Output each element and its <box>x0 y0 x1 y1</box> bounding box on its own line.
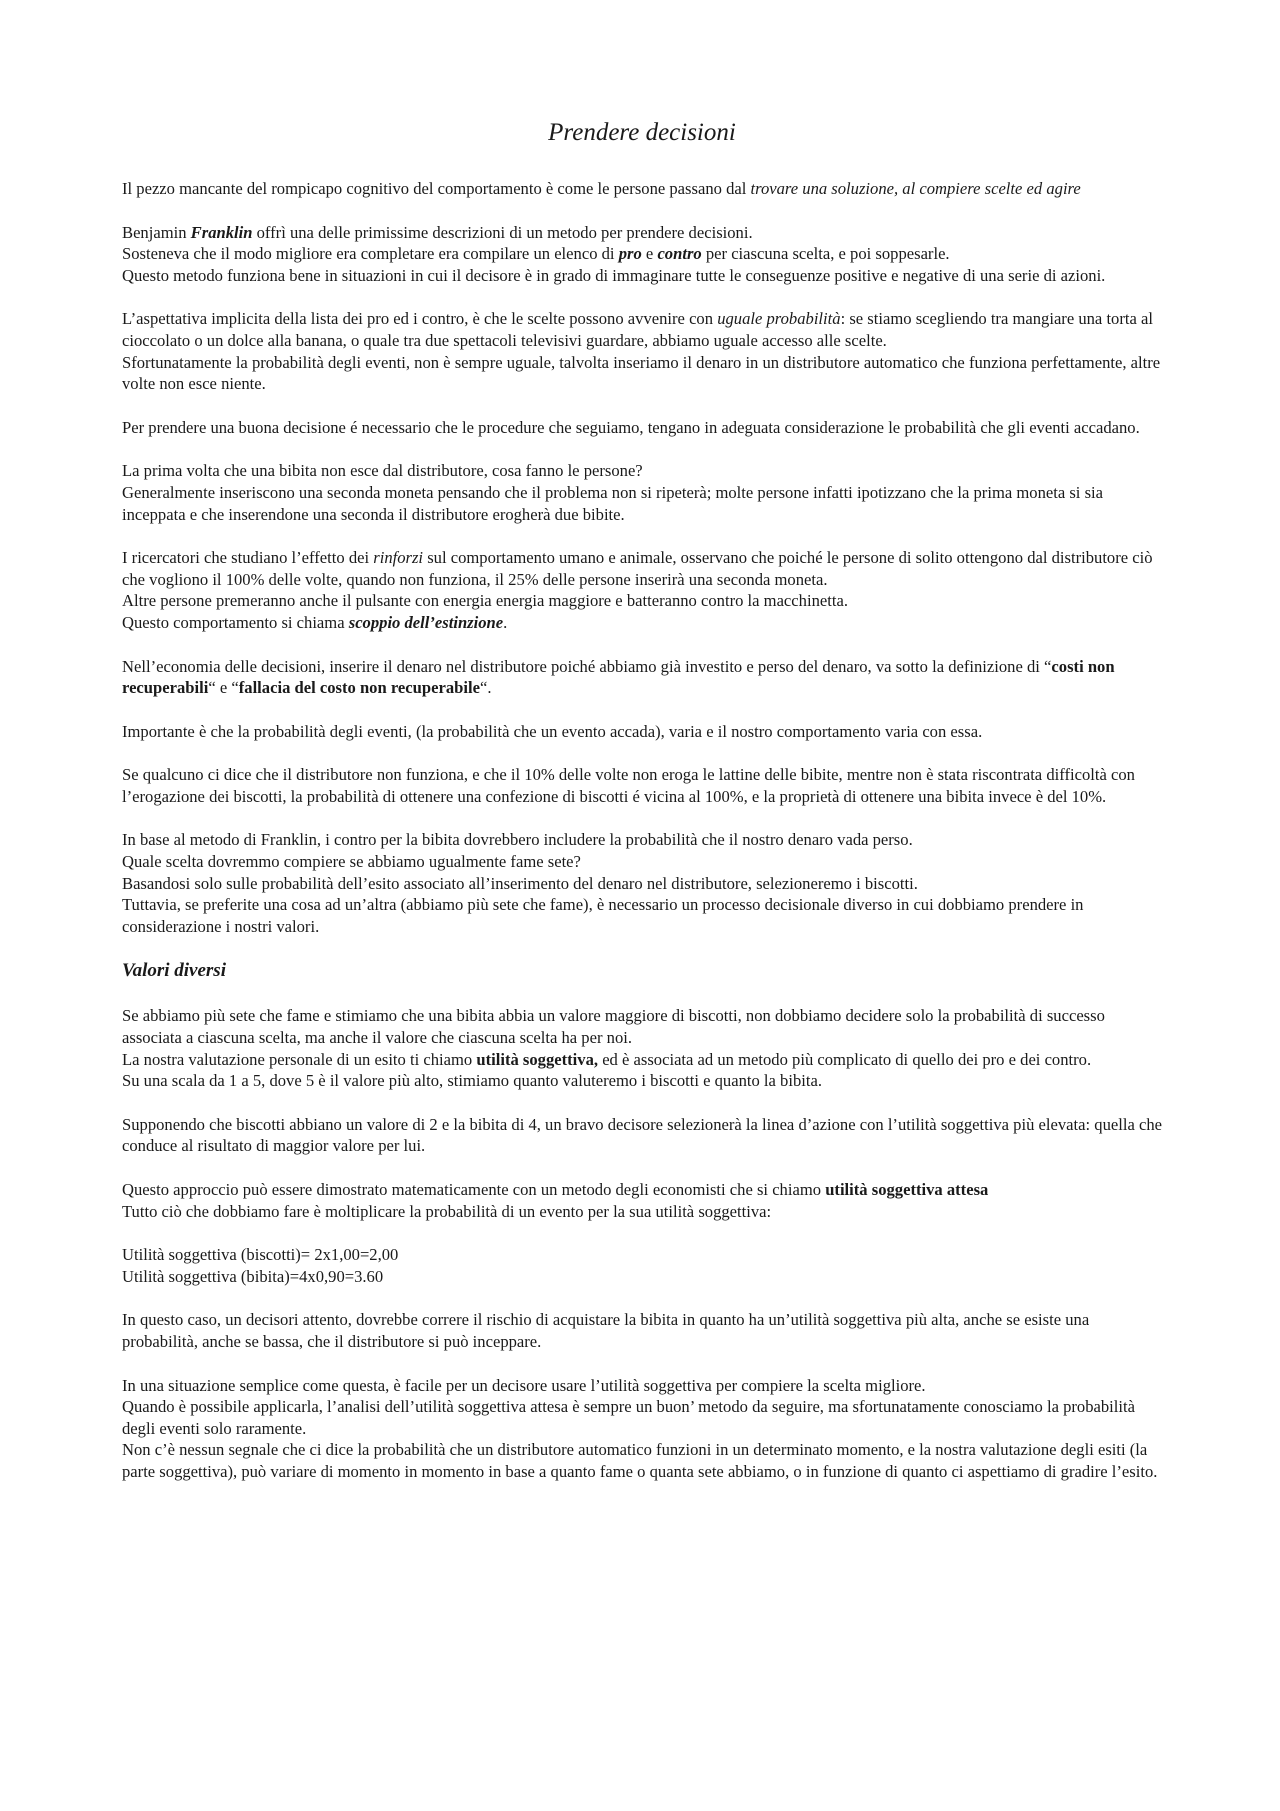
text-line: Questo metodo funziona bene in situazioni in cui il decisore è in grado di immaginare tutte le conseguenze positive e negative di una serie di azioni. <box>122 265 1106 285</box>
emphasis-franklin: Franklin <box>190 222 253 242</box>
paragraph-first-time <box>122 460 1162 525</box>
emphasis-contro: contro <box>657 244 702 264</box>
text-line: Altre persone premeranno anche il pulsante con energia energia maggiore e batteranno contro la macchinetta. <box>122 591 848 611</box>
text-line: Non c’è nessun segnale che ci dice la probabilità che un distributore automatico funzioni in un determinato momento, e la nostra valutazione degli esiti (la parte soggettiva), può variare di momento in momento in base a quanto fame o quanta sete abbiamo, o in funzione di quanto ci aspettiamo di gradire l’esito. <box>122 1440 1158 1481</box>
emphasis-text: trovare una soluzione, al compiere scelte ed agire <box>750 179 1081 198</box>
emphasis-text: uguale probabilità <box>717 309 841 329</box>
emphasis-pro: pro <box>618 244 642 264</box>
formula-bibita: Utilità soggettiva (bibita)=4x0,90=3.60 <box>122 1266 384 1286</box>
text-line: Se abbiamo più sete che fame e stimiamo che una bibita abbia un valore maggiore di biscotti, non dobbiamo decidere solo la probabilità di successo associata a ciascuna scelta, ma anche il valore che ciascuna scelta ha per noi. <box>122 1006 1105 1048</box>
text-line: I ricercatori che studiano l’effetto dei rinforzi sul comportamento umano e animale, osservano che poiché le persone di solito ottengono dal distributore ciò che vogliono il 100% delle volte, quando non funziona, il 25% delle persone inserirà una seconda moneta. <box>122 548 1153 589</box>
text-line: In una situazione semplice come questa, è facile per un decisore usare l’utilità soggettiva per compiere la scelta migliore. <box>122 1375 926 1395</box>
page-title: Prendere decisioni <box>548 119 736 146</box>
emphasis-text: rinforzi <box>373 548 424 568</box>
text-line: Su una scala da 1 a 5, dove 5 è il valore più alto, stimiamo quanto valuteremo i biscotti e quanto la bibita. <box>122 1071 822 1091</box>
formula-biscotti: Utilità soggettiva (biscotti)= 2x1,00=2,00 <box>122 1245 399 1265</box>
text-line: Sosteneva che il modo migliore era completare era compilare un elenco di pro e contro per ciascuna scelta, e poi soppesarle. <box>122 244 950 264</box>
paragraph-in-this-case: In questo caso, un decisori attento, dovrebbe correre il rischio di acquistare la bibita in quanto ha un’utilità soggettiva più alta, anche se esiste una probabilità, anche se bassa, che il distributore si può inceppare. <box>122 1310 1090 1351</box>
text-line: Tuttavia, se preferite una cosa ad un’altra (abbiamo più sete che fame), è necessario un processo decisionale diverso in cui dobbiamo prendere in considerazione i nostri valori. <box>122 895 1084 936</box>
paragraph-good-decision: Per prendere una buona decisione é necessario che le procedure che seguiamo, tengano in adeguata considerazione le probabilità che gli eventi accadano. <box>122 417 1140 437</box>
text-line: Generalmente inseriscono una seconda moneta pensando che il problema non si ripeterà; molte persone infatti ipotizzano che la prima moneta si sia inceppata e che inserendone una seconda il distributore erogherà due bibite. <box>122 482 1104 524</box>
text-line: La prima volta che una bibita non esce dal distributore, cosa fanno le persone? <box>122 461 643 481</box>
paragraph-probability-varies: Importante è che la probabilità degli eventi, (la probabilità che un evento accada), varia e il nostro comportamento varia con essa. <box>122 721 983 741</box>
text-line: Basandosi solo sulle probabilità dell’esito associato all’inserimento del denaro nel distributore, selezioneremo i biscotti. <box>122 873 918 893</box>
bold-term: costi non recuperabili <box>122 656 1115 698</box>
paragraph-intro: Il pezzo mancante del rompicapo cognitivo del comportamento è come le persone passano dal trovare una soluzione, al compiere scelte ed agire <box>122 179 1081 198</box>
paragraph-simple-situation <box>122 1375 1162 1483</box>
text-line: Benjamin Franklin offrì una delle primissime descrizioni di un metodo per prendere decisioni. <box>122 222 753 242</box>
paragraph-approach <box>122 1179 1162 1222</box>
paragraph-sunk-costs: Nell’economia delle decisioni, inserire il denaro nel distributore poiché abbiamo già investito e perso del denaro, va sotto la definizione di “costi non recuperabili“ e “fallacia del costo non recuperabile“. <box>122 656 1115 698</box>
text-line: Quando è possibile applicarla, l’analisi dell’utilità soggettiva attesa è sempre un buon’ metodo da seguire, ma sfortunatamente conosciamo la probabilità degli eventi solo raramente. <box>122 1397 1135 1438</box>
paragraph-franklin <box>122 222 1162 287</box>
paragraph-values <box>122 1005 1162 1091</box>
paragraph-researchers <box>122 547 1162 633</box>
text-line: In base al metodo di Franklin, i contro per la bibita dovrebbero includere la probabilità che il nostro denaro vada perso. <box>122 830 913 850</box>
paragraph-expectation <box>122 308 1162 394</box>
document-page <box>122 118 1162 1505</box>
text-line: Questo approccio può essere dimostrato matematicamente con un metodo degli economisti che si chiamo utilità soggettiva attesa <box>122 1180 989 1199</box>
text-line: Questo comportamento si chiama scoppio dell’estinzione. <box>122 612 508 632</box>
text-line: Sfortunatamente la probabilità degli eventi, non è sempre uguale, talvolta inseriamo il denaro in un distributore automatico che funziona perfettamente, altre volte non esce niente. <box>122 352 1161 394</box>
paragraph-supposing: Supponendo che biscotti abbiano un valore di 2 e la bibita di 4, un bravo decisore selezionerà la linea d’azione con l’utilità soggettiva più elevata: quella che conduce al risultato di maggior valore per lui. <box>122 1114 1162 1156</box>
paragraph-franklin-method <box>122 829 1162 937</box>
text-line: La nostra valutazione personale di un esito ti chiamo utilità soggettiva, ed è associata ad un metodo più complicato di quello dei pro e dei contro. <box>122 1049 1092 1069</box>
bold-term: utilità soggettiva, <box>476 1049 599 1069</box>
emphasis-term: scoppio dell’estinzione <box>348 612 504 632</box>
text-line: Quale scelta dovremmo compiere se abbiamo ugualmente fame sete? <box>122 852 581 872</box>
section-heading: Valori diversi <box>122 960 226 982</box>
paragraph-formulas <box>122 1244 1162 1287</box>
bold-term: fallacia del costo non recuperabile <box>238 678 480 698</box>
paragraph-distributor-example: Se qualcuno ci dice che il distributore non funziona, e che il 10% delle volte non eroga le lattine delle bibite, mentre non è stata riscontrata difficoltà con l’erogazione dei biscotti, la probabilità di ottenere una confezione di biscotti é vicina al 100%, e la proprietà di ottenere una bibita invece è del 10%. <box>122 765 1135 806</box>
bold-term: utilità soggettiva attesa <box>825 1180 989 1199</box>
text-line: L’aspettativa implicita della lista dei pro ed i contro, è che le scelte possono avvenire con uguale probabilità: se stiamo scegliendo tra mangiare una torta al cioccolato o un dolce alla banana, o quale tra due spettacoli televisivi guardare, abbiamo uguale accesso alle scelte. <box>122 309 1153 350</box>
text-line: Tutto ciò che dobbiamo fare è moltiplicare la probabilità di un evento per la sua utilità soggettiva: <box>122 1201 772 1221</box>
